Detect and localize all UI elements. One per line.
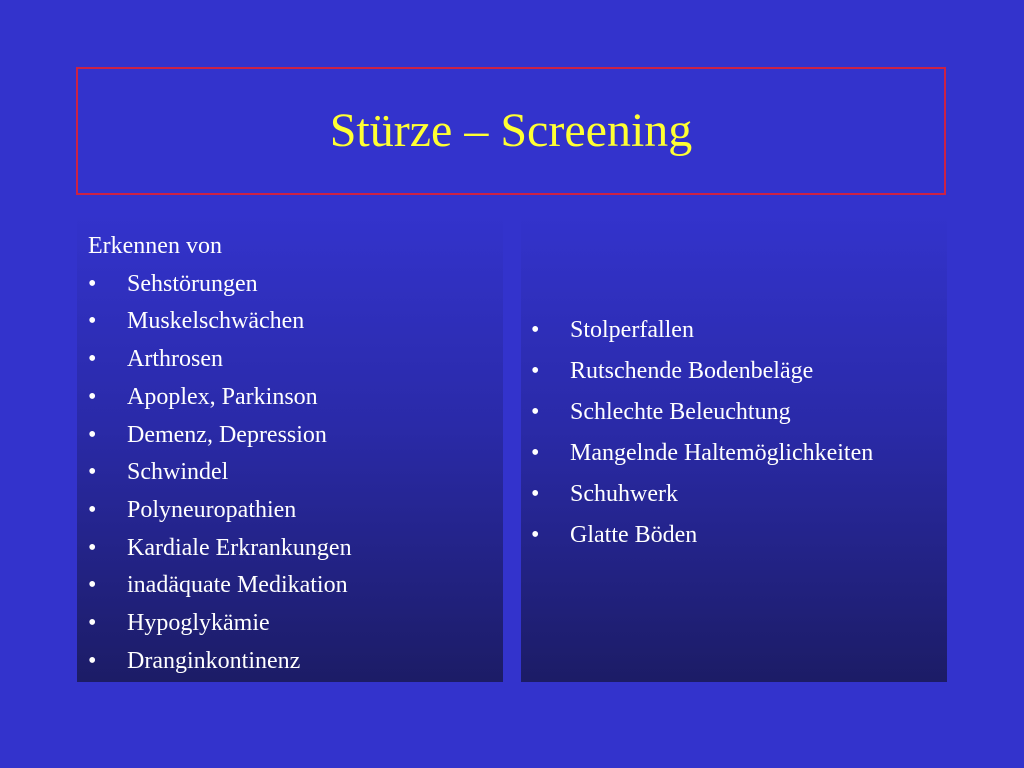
bullet-item: • Schwindel — [77, 454, 503, 492]
bullet-item: • Sehstörungen — [77, 266, 503, 304]
bullet-item: • Dranginkontinenz — [77, 643, 503, 681]
title-frame — [76, 67, 946, 195]
bullet-item: • Arthrosen — [77, 341, 503, 379]
left-panel-heading: Erkennen von — [88, 233, 222, 259]
left-bullet-list — [77, 266, 503, 681]
right-panel — [521, 214, 947, 682]
bullet-item: • Polyneuropathien — [77, 492, 503, 530]
bullet-item: • Glatte Böden — [521, 515, 947, 556]
right-bullet-list — [521, 310, 947, 556]
bullet-item: • Hypoglykämie — [77, 605, 503, 643]
bullet-item: • Apoplex, Parkinson — [77, 379, 503, 417]
bullet-item: • Mangelnde Haltemöglichkeiten — [521, 433, 947, 474]
bullet-item: • Kardiale Erkrankungen — [77, 530, 503, 568]
slide-title: Stürze – Screening — [329, 104, 693, 157]
bullet-item: • Rutschende Bodenbeläge — [521, 351, 947, 392]
bullet-item: • Schlechte Beleuchtung — [521, 392, 947, 433]
bullet-item: • Muskelschwächen — [77, 303, 503, 341]
bullet-item: • Stolperfallen — [521, 310, 947, 351]
bullet-item: • Demenz, Depression — [77, 417, 503, 455]
left-panel — [77, 214, 503, 682]
bullet-item: • inadäquate Medikation — [77, 567, 503, 605]
bullet-item: • Schuhwerk — [521, 474, 947, 515]
